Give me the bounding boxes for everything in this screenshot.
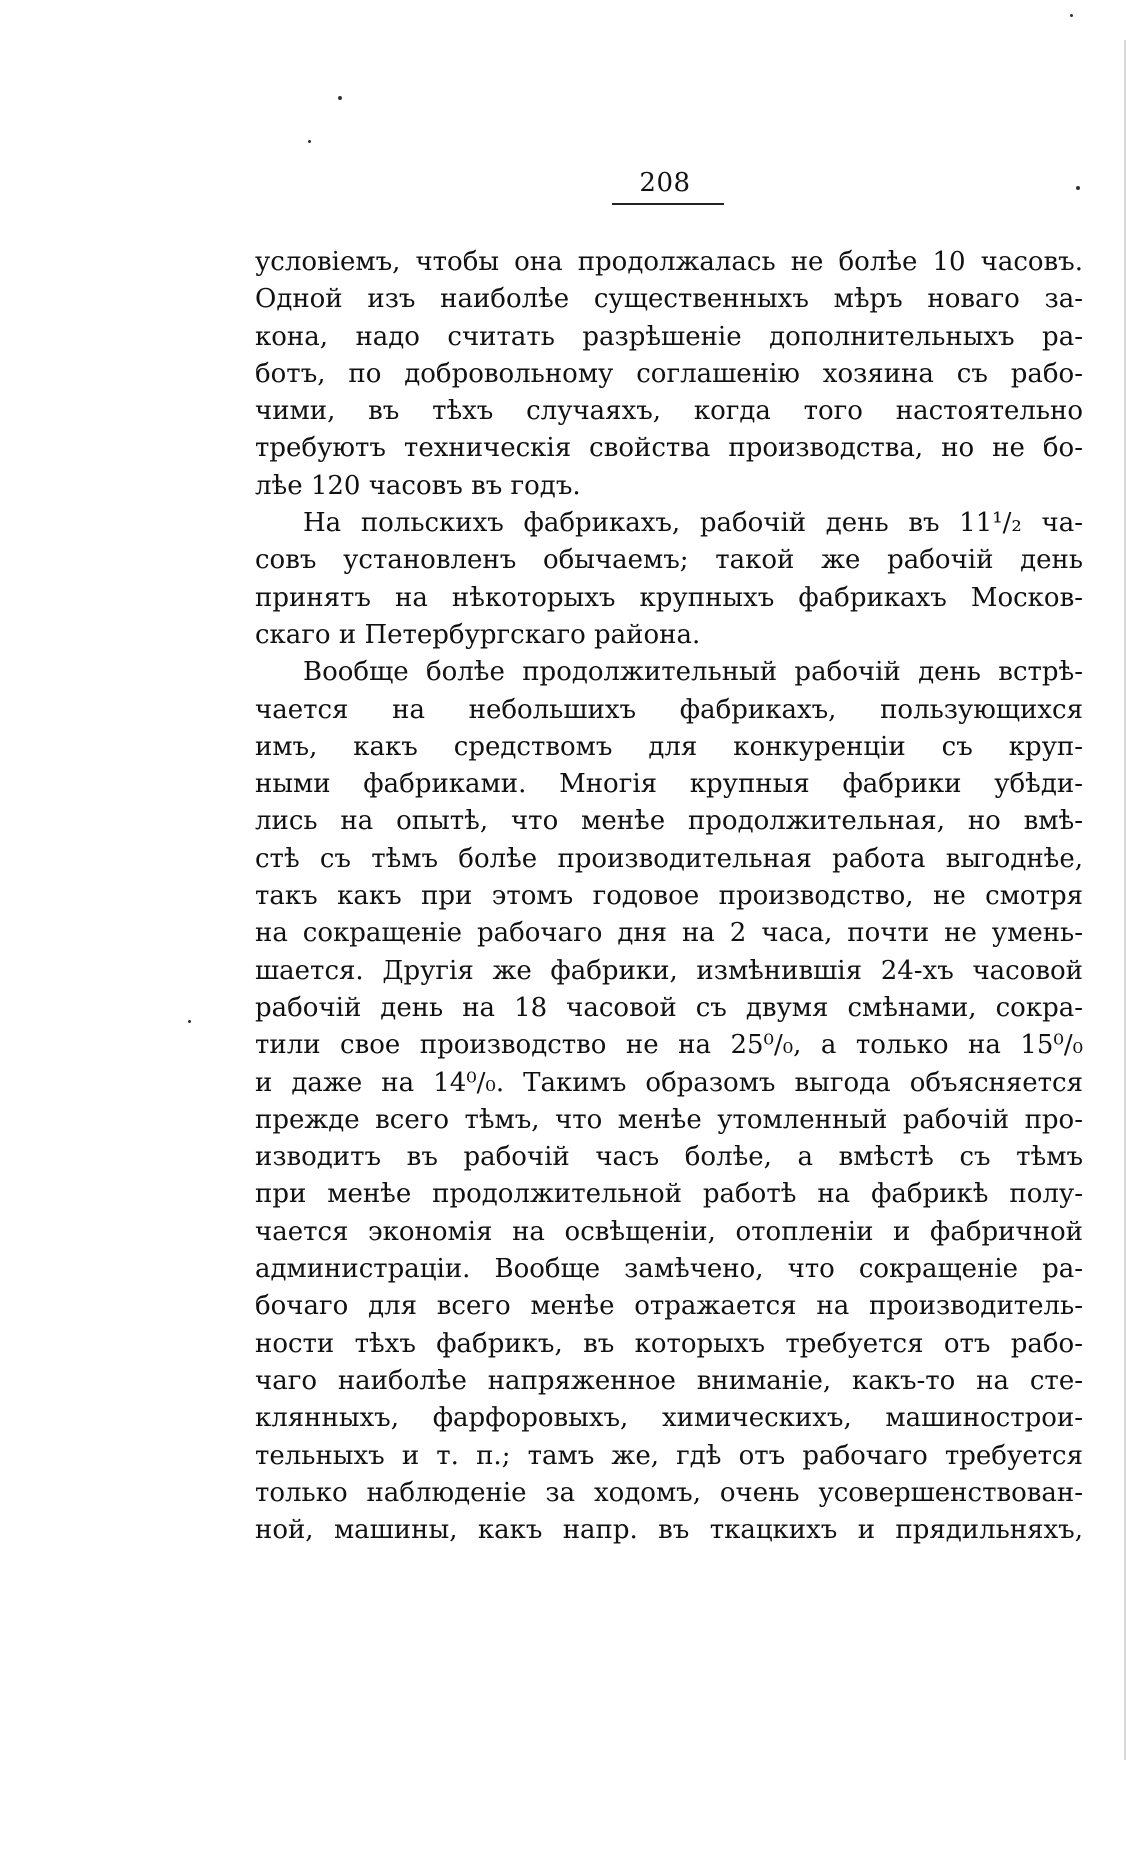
text-line: при менѣе продолжительной работѣ на фабрикѣ полу- (255, 1179, 1083, 1210)
text-line: изводитъ въ рабочій часъ болѣе, а вмѣстѣ съ тѣмъ (255, 1142, 1083, 1173)
text-line: принятъ на нѣкоторыхъ крупныхъ фабрикахъ Москов- (255, 582, 1083, 613)
text-line: ботъ, по добровольному соглашенію хозяина съ рабо- (255, 358, 1083, 389)
text-line: ности тѣхъ фабрикъ, въ которыхъ требуется отъ рабо- (255, 1328, 1083, 1359)
text-line: совъ установленъ обычаемъ; такой же рабочій день (255, 545, 1083, 576)
page-edge-shadow (1124, 40, 1126, 1760)
text-line: стѣ съ тѣмъ болѣе производительная работа выгоднѣе, (255, 843, 1083, 874)
scan-speck (1076, 186, 1080, 190)
text-line: чими, въ тѣхъ случаяхъ, когда того настоятельно (255, 396, 1083, 427)
scan-speck (308, 140, 311, 143)
page-number: 208 (639, 168, 691, 198)
text-line: Вообще болѣе продолжительный рабочій день встрѣ- (303, 657, 1083, 688)
text-line: имъ, какъ средствомъ для конкуренціи съ круп- (255, 731, 1083, 762)
body-text (255, 244, 1083, 1549)
text-line: ными фабриками. Многія крупныя фабрики убѣди- (255, 769, 1083, 800)
text-line: такъ какъ при этомъ годовое производство, не смотря (255, 881, 1083, 912)
text-line: чаго наиболѣе напряженное вниманіе, какъ-то на сте- (255, 1365, 1083, 1396)
text-line: на сокращеніе рабочаго дня на 2 часа, почти не умень- (255, 918, 1083, 949)
text-line: Одной изъ наиболѣе существенныхъ мѣръ новаго за- (255, 284, 1083, 315)
text-line: скаго и Петербургскаго района. (255, 619, 701, 650)
text-line: ной, машины, какъ напр. въ ткацкихъ и прядильняхъ, (255, 1515, 1083, 1546)
text-line: требуютъ техническія свойства производства, но не бо- (255, 433, 1083, 464)
text-line: шается. Другія же фабрики, измѣнившія 24-хъ часовой (255, 955, 1083, 986)
text-line: На польскихъ фабрикахъ, рабочій день въ 11¹/₂ ча- (303, 508, 1083, 539)
text-line: только наблюденіе за ходомъ, очень усовершенствован- (255, 1477, 1083, 1508)
text-line: прежде всего тѣмъ, что менѣе утомленный рабочій про- (255, 1104, 1083, 1135)
text-line: кона, надо считать разрѣшеніе дополнительныхъ ра- (255, 321, 1083, 352)
text-line: администраціи. Вообще замѣчено, что сокращеніе ра- (255, 1254, 1083, 1285)
text-line: клянныхъ, фарфоровыхъ, химическихъ, машинострои- (255, 1403, 1083, 1434)
text-line: тельныхъ и т. п.; тамъ же, гдѣ отъ рабочаго требуется (255, 1440, 1083, 1471)
scan-speck (1070, 14, 1073, 17)
page-number-rule (612, 203, 724, 205)
scan-speck (188, 1020, 191, 1023)
text-line: чается экономія на освѣщеніи, отопленіи и фабричной (255, 1216, 1083, 1247)
scan-speck (338, 96, 342, 100)
text-line: и даже на 14⁰/₀. Такимъ образомъ выгода объясняется (255, 1067, 1083, 1098)
text-line: бочаго для всего менѣе отражается на производитель- (255, 1291, 1083, 1322)
text-line: лѣе 120 часовъ въ годъ. (255, 470, 581, 501)
text-line: чается на небольшихъ фабрикахъ, пользующихся (255, 694, 1083, 725)
text-line: рабочій день на 18 часовой съ двумя смѣнами, сокра- (255, 992, 1083, 1023)
text-line: условіемъ, чтобы она продолжалась не болѣе 10 часовъ. (255, 247, 1083, 277)
text-line: лись на опытѣ, что менѣе продолжительная, но вмѣ- (255, 806, 1083, 837)
text-line: тили свое производство не на 25⁰/₀, а только на 15⁰/₀ (255, 1030, 1083, 1061)
